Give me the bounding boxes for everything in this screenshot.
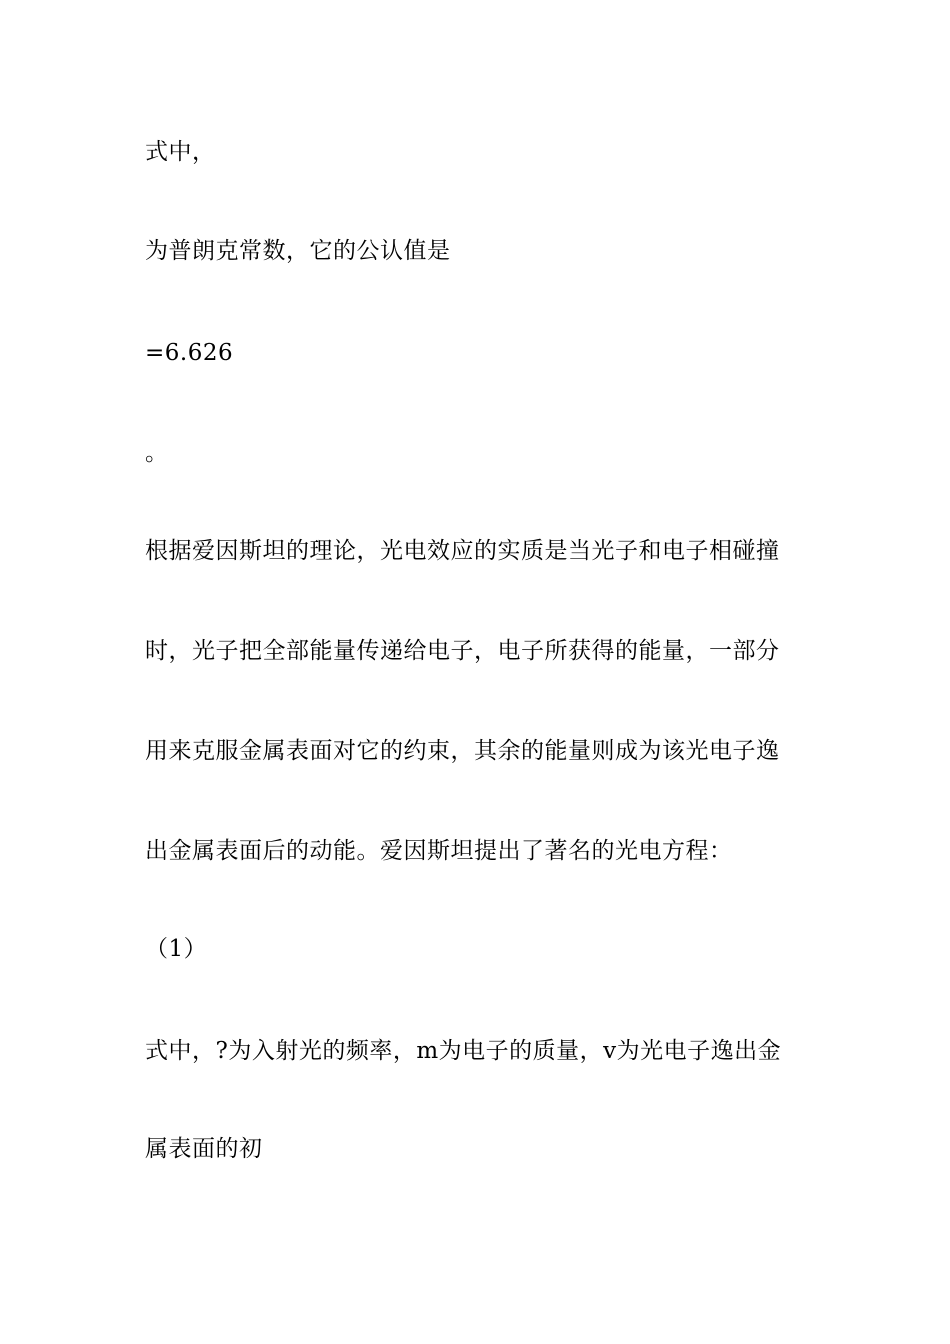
text-line-7: 用来克服金属表面对它的约束，其余的能量则成为该光电子逸: [145, 738, 780, 764]
text-line-4: 。: [145, 440, 169, 466]
text-line-3: =6.626: [145, 340, 234, 366]
text-line-11: 属表面的初: [145, 1136, 263, 1162]
text-line-5: 根据爱因斯坦的理论，光电效应的实质是当光子和电子相碰撞: [145, 538, 780, 564]
text-line-8: 出金属表面后的动能。爱因斯坦提出了著名的光电方程：: [145, 838, 733, 864]
text-line-1: 式中，: [145, 139, 216, 165]
text-line-2: 为普朗克常数，它的公认值是: [145, 238, 451, 264]
text-line-6: 时，光子把全部能量传递给电子，电子所获得的能量，一部分: [145, 638, 780, 664]
text-line-9: （1）: [145, 936, 208, 962]
text-line-10: 式中，?为入射光的频率，m为电子的质量，v为光电子逸出金: [145, 1038, 782, 1064]
